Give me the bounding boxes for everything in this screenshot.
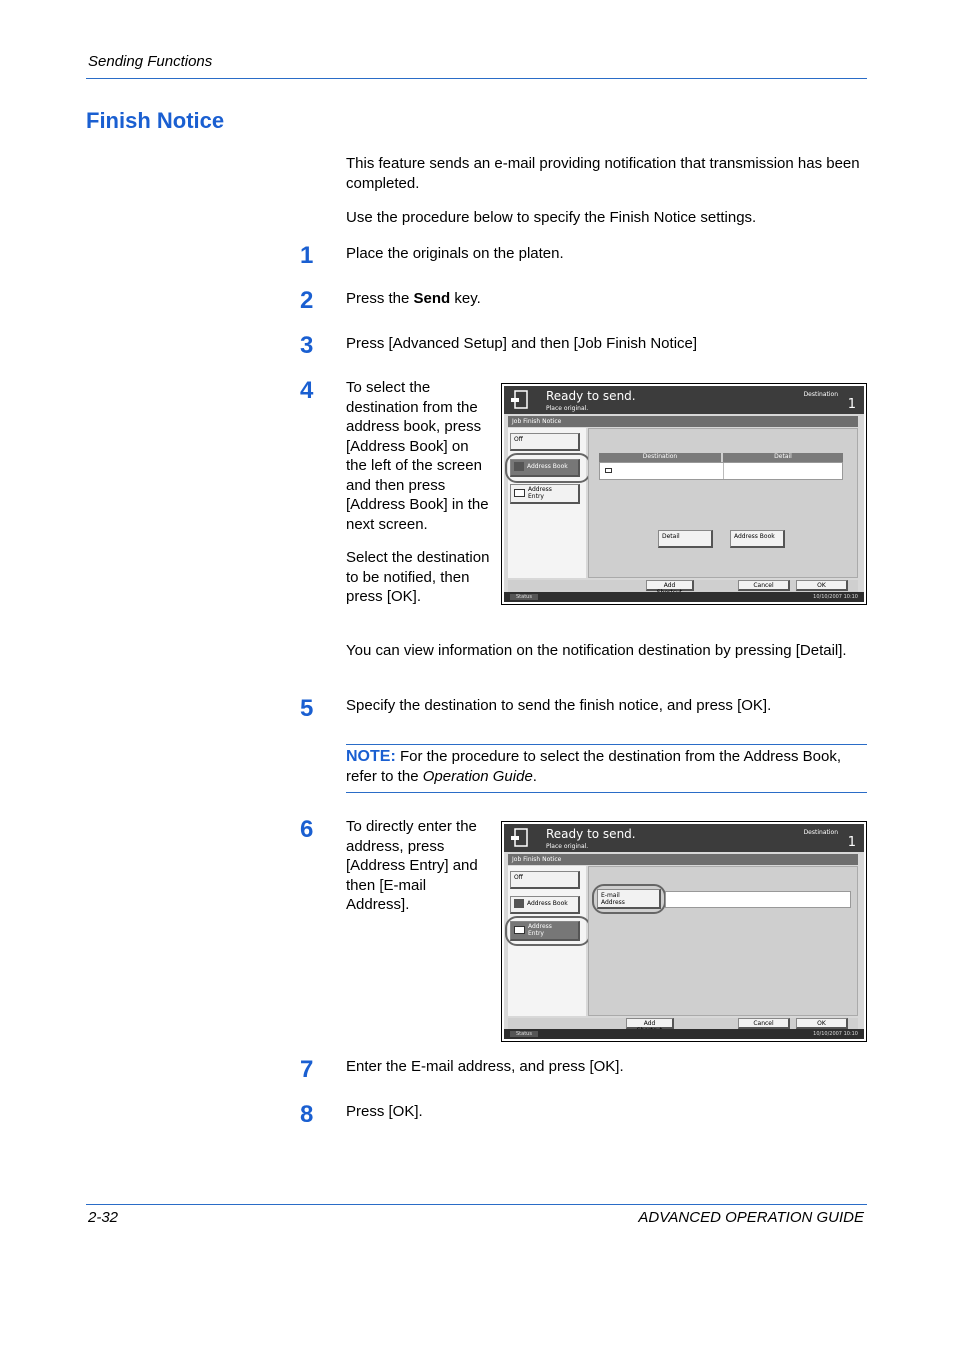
destination-list[interactable] xyxy=(599,462,843,480)
address-book-select-button[interactable]: Address Book xyxy=(730,530,785,548)
address-entry-button[interactable]: Address Entry xyxy=(510,484,580,504)
operation-guide-reference: Operation Guide xyxy=(422,767,533,785)
step-text: Specify the destination to send the finish notice, and press [OK]. xyxy=(346,697,772,714)
header-rule xyxy=(86,78,867,79)
screen-tab-title: Job Finish Notice xyxy=(508,416,858,427)
step-text: To directly enter the address, press [Address Entry] and then [E-mail Address]. xyxy=(346,818,478,913)
guide-title: ADVANCED OPERATION GUIDE xyxy=(638,1209,864,1226)
step-text: Select the destination to be notified, then press [OK]. xyxy=(346,549,490,605)
step-number: 3 xyxy=(300,332,314,359)
step-number: 7 xyxy=(300,1056,314,1083)
device-screen-address-entry xyxy=(501,821,867,1042)
note-rule-top xyxy=(346,744,867,745)
screen-main-panel xyxy=(588,428,858,578)
destination-column-header: Destination xyxy=(599,453,721,462)
step-number: 2 xyxy=(300,287,314,314)
step-text: Press [OK]. xyxy=(346,1103,423,1120)
detail-button[interactable]: Detail xyxy=(658,530,713,548)
step-text: Enter the E-mail address, and press [OK]. xyxy=(346,1058,624,1075)
original-icon xyxy=(510,389,532,411)
screen-message: Ready to send. xyxy=(546,389,636,403)
step-number: 6 xyxy=(300,816,314,843)
footer-rule xyxy=(86,1204,867,1205)
page-number: 2-32 xyxy=(88,1209,119,1226)
send-key-label: Send xyxy=(413,290,451,307)
intro-paragraph: This feature sends an e-mail providing notification that transmission has been completed. xyxy=(346,155,860,192)
section-title: Finish Notice xyxy=(86,108,225,133)
envelope-icon xyxy=(514,489,525,497)
add-shortcut-button[interactable]: Add xyxy=(646,580,694,591)
screen-submessage: Place original. xyxy=(546,405,589,412)
intro-paragraph-2: Use the procedure below to specify the Finish Notice settings. xyxy=(346,209,757,226)
step-number: 5 xyxy=(300,695,314,722)
note: NOTE: For the procedure to select the destination from the Address Book, refer to the Operation Guide. xyxy=(346,748,842,785)
ok-button[interactable]: OK xyxy=(796,580,848,591)
address-entry-button[interactable]: Address Entry xyxy=(510,921,580,941)
highlight-oval xyxy=(592,884,666,914)
screen-submessage: Place original. xyxy=(546,843,589,850)
envelope-icon xyxy=(605,468,612,473)
destination-label: Destination xyxy=(803,829,838,836)
running-header: Sending Functions xyxy=(88,53,213,70)
screen-footer xyxy=(504,592,864,602)
screen-action-bar xyxy=(508,580,858,592)
status-button[interactable]: Status xyxy=(510,1031,538,1037)
destination-label: Destination xyxy=(803,391,838,398)
highlight-oval xyxy=(505,916,591,946)
detail-column-header: Detail xyxy=(723,453,843,462)
ok-button[interactable]: OK xyxy=(796,1018,848,1029)
column-divider xyxy=(723,463,724,479)
off-button[interactable]: Off xyxy=(510,433,580,451)
email-address-button[interactable]: E-mail Address xyxy=(597,889,661,909)
step-text: Place the originals on the platen. xyxy=(346,245,564,262)
step-text: Press the Send key. xyxy=(346,290,481,307)
highlight-oval xyxy=(505,453,591,483)
screen-tab-title: Job Finish Notice xyxy=(508,854,858,865)
screen-message: Ready to send. xyxy=(546,827,636,841)
datetime: 10/10/2007 10:10 xyxy=(813,594,858,600)
cancel-button[interactable]: Cancel xyxy=(738,580,790,591)
book-icon xyxy=(514,899,524,908)
step-text: You can view information on the notification destination by pressing [Detail]. xyxy=(346,642,847,659)
add-shortcut-button[interactable]: Add xyxy=(626,1018,674,1029)
status-button[interactable]: Status xyxy=(510,594,538,600)
step-number: 8 xyxy=(300,1101,314,1128)
note-rule-bottom xyxy=(346,792,867,793)
screen-left-panel xyxy=(508,428,586,578)
step-number: 1 xyxy=(300,242,314,269)
email-address-field[interactable] xyxy=(665,891,851,908)
address-book-button[interactable]: Address Book xyxy=(510,896,580,914)
datetime: 10/10/2007 10:10 xyxy=(813,1031,858,1037)
step-number: 4 xyxy=(300,377,314,404)
off-button[interactable]: Off xyxy=(510,871,580,889)
address-book-button[interactable]: Address Book xyxy=(510,459,580,477)
screen-status-bar xyxy=(504,824,864,852)
note-label: NOTE: xyxy=(346,748,396,765)
screen-status-bar xyxy=(504,386,864,414)
step-text: Press [Advanced Setup] and then [Job Finish Notice] xyxy=(346,335,698,352)
screen-main-panel xyxy=(588,866,858,1016)
original-icon xyxy=(510,827,532,849)
cancel-button[interactable]: Cancel xyxy=(738,1018,790,1029)
destination-count: 1 xyxy=(847,835,856,850)
step-text: To select the destination from the address book, press [Address Book] on the left of the screen and then press [Address Book] in the next screen. xyxy=(346,379,489,533)
screen-footer xyxy=(504,1029,864,1039)
device-screen-address-book xyxy=(501,383,867,605)
screen-left-panel xyxy=(508,866,586,1016)
destination-count: 1 xyxy=(847,397,856,412)
